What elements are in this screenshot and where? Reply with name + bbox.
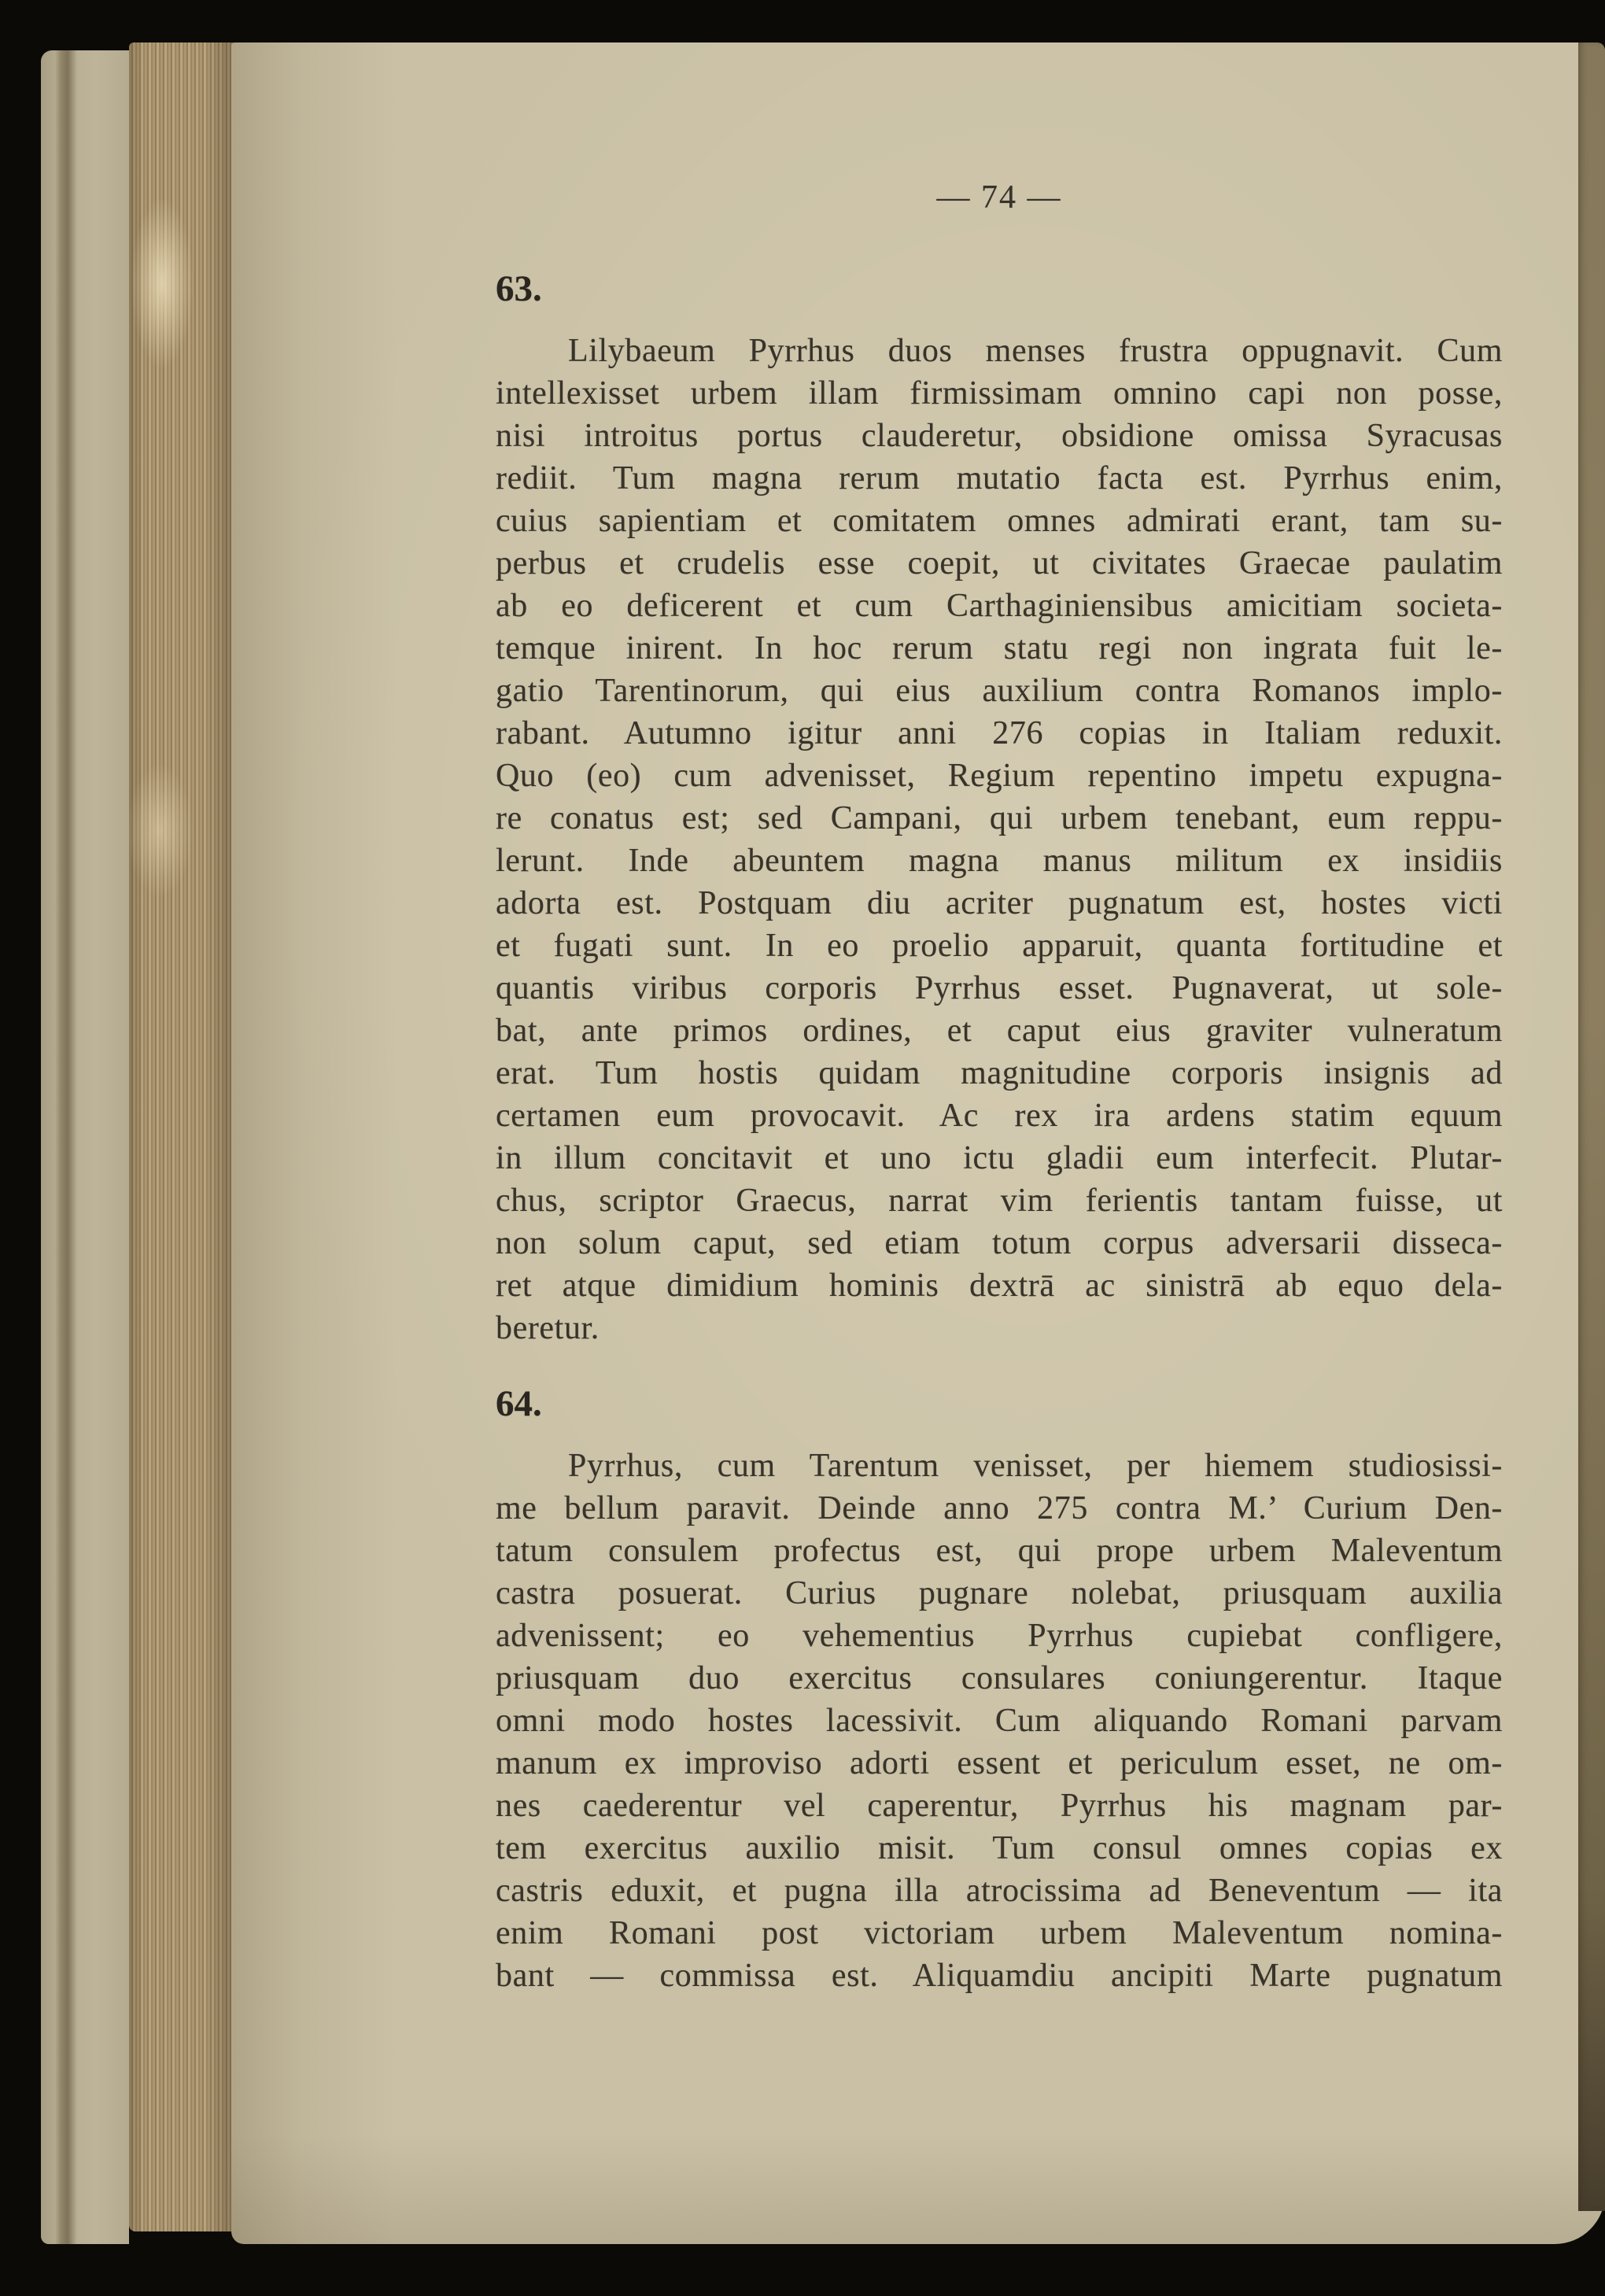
text-line: nisi introitus portus clauderetur, obsidione omissa Syracusas xyxy=(496,418,1503,454)
text-line: ret atque dimidium hominis dextrā ac sinistrā ab equo dela- xyxy=(496,1268,1503,1304)
text-line: me bellum paravit. Deinde anno 275 contra M.’ Curium Den- xyxy=(496,1490,1503,1526)
text-line: adorta est. Postquam diu acriter pugnatum est, hostes victi xyxy=(496,885,1503,921)
text-line: omni modo hostes lacessivit. Cum aliquando Romani parvam xyxy=(496,1703,1503,1739)
text-line: Quo (eo) cum advenisset, Regium repentino impetu expugna- xyxy=(496,758,1503,794)
text-line: tatum consulem profectus est, qui prope urbem Maleventum xyxy=(496,1533,1503,1569)
text-line: Lilybaeum Pyrrhus duos menses frustra oppugnavit. Cum xyxy=(568,333,1503,369)
text-line: certamen eum provocavit. Ac rex ira ardens statim equum xyxy=(496,1098,1503,1134)
book-page xyxy=(231,42,1605,2244)
text-line: manum ex improviso adorti essent et periculum esset, ne om- xyxy=(496,1745,1503,1781)
section-63 xyxy=(496,269,1503,1349)
page-stack-fore-edge xyxy=(129,42,233,2231)
text-line: priusquam duo exercitus consulares coniungerentur. Itaque xyxy=(496,1660,1503,1696)
text-line: bant — commissa est. Aliquamdiu ancipiti Marte pugnatum xyxy=(496,1958,1503,1994)
section-number: 64. xyxy=(496,1383,542,1424)
text-line: enim Romani post victoriam urbem Maleventum nomina- xyxy=(496,1915,1503,1951)
section-number: 63. xyxy=(496,268,542,309)
section-64 xyxy=(496,1384,1503,1997)
page-number: — 74 — xyxy=(936,179,1062,216)
text-line: chus, scriptor Graecus, narrat vim ferientis tantam fuisse, ut xyxy=(496,1183,1503,1219)
text-line: tem exercitus auxilio misit. Tum consul omnes copias ex xyxy=(496,1830,1503,1866)
text-line: quantis viribus corporis Pyrrhus esset. Pugnaverat, ut sole- xyxy=(496,970,1503,1006)
book-cover-edge xyxy=(41,50,129,2244)
text-line: in illum concitavit et uno ictu gladii eum interfecit. Plutar- xyxy=(496,1140,1503,1176)
text-line: castra posuerat. Curius pugnare nolebat, priusquam auxilia xyxy=(496,1575,1503,1611)
text-line: castris eduxit, et pugna illa atrocissima ad Beneventum — ita xyxy=(496,1873,1503,1909)
sections xyxy=(496,269,1503,1997)
text-line: beretur. xyxy=(496,1310,600,1346)
text-line: perbus et crudelis esse coepit, ut civitates Graecae paulatim xyxy=(496,545,1503,581)
text-line: gatio Tarentinorum, qui eius auxilium contra Romanos implo- xyxy=(496,673,1503,709)
text-line: rabant. Autumno igitur anni 276 copias in Italiam reduxit. xyxy=(496,715,1503,751)
text-line: non solum caput, sed etiam totum corpus adversarii disseca- xyxy=(496,1225,1503,1261)
text-line: intellexisset urbem illam firmissimam omnino capi non posse, xyxy=(496,375,1503,412)
text-line: ab eo deficerent et cum Carthaginiensibus amicitiam societa- xyxy=(496,588,1503,624)
text-line: advenissent; eo vehementius Pyrrhus cupiebat confligere, xyxy=(496,1618,1503,1654)
text-line: erat. Tum hostis quidam magnitudine corporis insignis ad xyxy=(496,1055,1503,1091)
text-line: rediit. Tum magna rerum mutatio facta est. Pyrrhus enim, xyxy=(496,460,1503,496)
text-line: re conatus est; sed Campani, qui urbem tenebant, eum reppu- xyxy=(496,800,1503,836)
gutter-shadow xyxy=(1578,42,1605,2211)
text-line: Pyrrhus, cum Tarentum venisset, per hiemem studiosissi- xyxy=(568,1448,1503,1484)
text-line: et fugati sunt. In eo proelio apparuit, quanta fortitudine et xyxy=(496,928,1503,964)
text-line: bat, ante primos ordines, et caput eius graviter vulneratum xyxy=(496,1013,1503,1049)
text-line: cuius sapientiam et comitatem omnes admirati erant, tam su- xyxy=(496,503,1503,539)
text-column xyxy=(496,178,1503,1997)
text-line: lerunt. Inde abeuntem magna manus militum ex insidiis xyxy=(496,843,1503,879)
text-line: nes caederentur vel caperentur, Pyrrhus his magnam par- xyxy=(496,1788,1503,1824)
text-line: temque inirent. In hoc rerum statu regi non ingrata fuit le- xyxy=(496,630,1503,666)
